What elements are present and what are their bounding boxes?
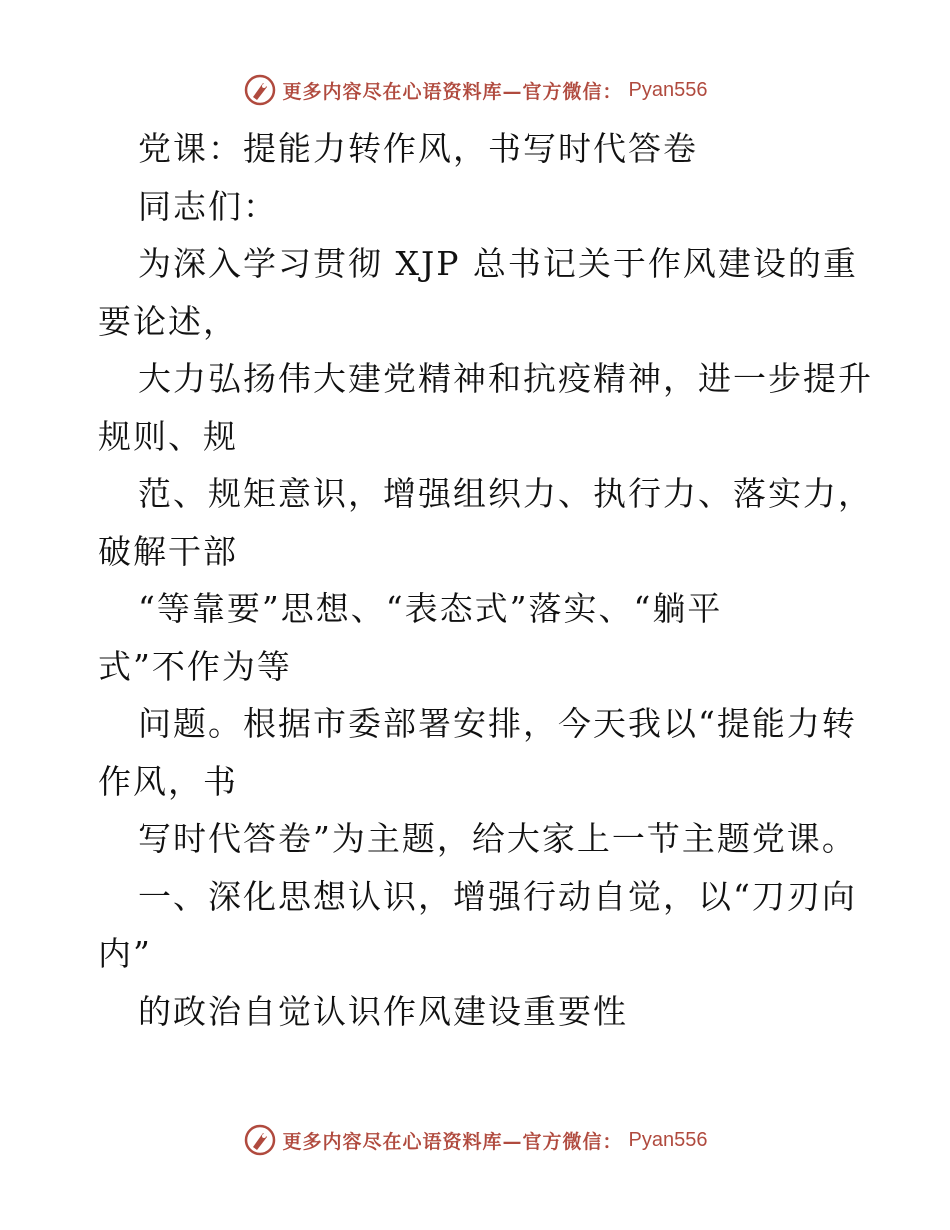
paragraph-line: 式”不作为等	[98, 646, 292, 686]
pen-nib-circle-icon	[243, 1123, 277, 1157]
greeting: 同志们：	[138, 186, 278, 226]
watermark-wechat-id: Pyan556	[628, 78, 708, 101]
document-body	[98, 120, 873, 1040]
paragraph-line: 作风，书	[98, 761, 238, 801]
document-title: 党课：提能力转作风，书写时代答卷	[138, 129, 698, 168]
header-watermark	[0, 70, 950, 110]
paragraph-line: 破解干部	[98, 531, 238, 571]
watermark-wechat-id: Pyan556	[628, 1128, 708, 1151]
pen-nib-circle-icon	[243, 73, 277, 107]
paragraph-line: 问题。根据市委部署安排，今天我以“提能力转	[138, 704, 857, 743]
section-heading: 的政治自觉认识作风建设重要性	[138, 991, 628, 1031]
section-heading: 一、深化思想认识，增强行动自觉，以“刀刃向	[138, 876, 857, 916]
paragraph-line: 写时代答卷”为主题，给大家上一节主题党课。	[138, 819, 857, 858]
footer-watermark	[0, 1120, 950, 1160]
paragraph-line: 为深入学习贯彻 XJP 总书记关于作风建设的重	[138, 244, 858, 283]
watermark-text: 更多内容尽在心语资料库—官方微信：	[282, 80, 623, 103]
paragraph-line: 规则、规	[98, 416, 238, 456]
paragraph-line: 大力弘扬伟大建党精神和抗疫精神，进一步提升	[138, 359, 873, 398]
paragraph-line: “等靠要”思想、“表态式”落实、“躺平	[138, 589, 723, 628]
paragraph-line: 要论述，	[98, 301, 238, 341]
watermark-text: 更多内容尽在心语资料库—官方微信：	[282, 1130, 623, 1153]
paragraph-line: 范、规矩意识，增强组织力、执行力、落实力，	[138, 474, 873, 513]
section-heading: 内”	[98, 934, 152, 973]
